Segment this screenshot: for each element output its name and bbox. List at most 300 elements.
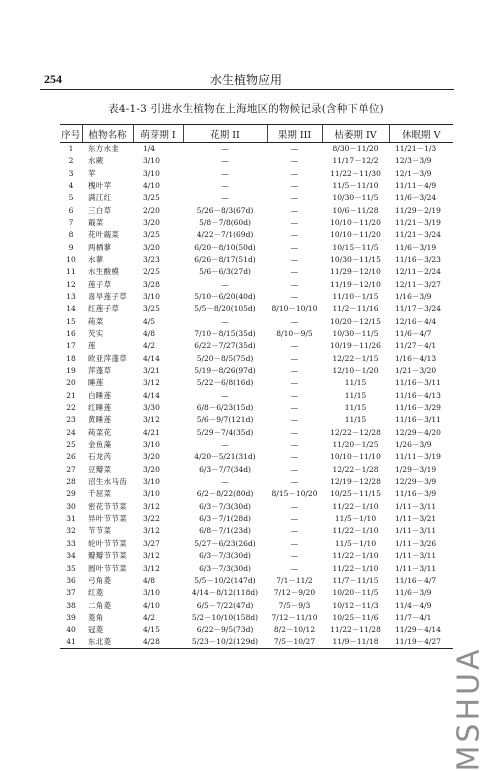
cell-plant-name: 两栖蓼 <box>88 242 112 252</box>
table-row <box>60 143 453 156</box>
cell-flowering: 5/23－10/2(129d) <box>183 636 267 649</box>
cell-sprouting: 2/25 <box>143 267 160 277</box>
cell-wilting: 11/17－12/2 <box>332 156 379 166</box>
cell-fruiting: — <box>290 341 299 351</box>
table-row <box>60 624 453 636</box>
cell-no: 18 <box>66 353 76 363</box>
cell-fruiting: — <box>290 551 299 561</box>
cell-dormancy: 11/16－4/7 <box>395 575 437 585</box>
cell-dormancy: 1/11－3/26 <box>395 538 437 548</box>
cell-flowering: — <box>221 180 229 190</box>
cell-no: 7 <box>68 217 74 227</box>
cell-fruiting: 7/1－11/2 <box>276 575 313 585</box>
cell-no: 16 <box>66 328 76 338</box>
cell-no: 39 <box>66 612 76 622</box>
cell-no: 8 <box>68 230 74 240</box>
cell-no: 12 <box>66 279 76 289</box>
phenology-table <box>60 124 453 649</box>
cell-fruiting: — <box>290 193 299 203</box>
cell-sprouting: 3/10 <box>143 489 160 499</box>
cell-dormancy: 11/21－1/3 <box>395 144 437 153</box>
cell-fruiting: 8/15－10/20 <box>271 489 318 499</box>
cell-no: 28 <box>66 477 76 487</box>
cell-plant-name: 红睡莲 <box>88 403 112 413</box>
cell-plant-name: 瓣瓣节节菜 <box>88 551 127 561</box>
cell-sprouting: 3/12 <box>143 551 160 561</box>
cell-wilting: 11/7－11/15 <box>332 575 379 585</box>
cell-no: 3 <box>68 168 74 178</box>
cell-no: 35 <box>66 563 76 573</box>
cell-sprouting: 4/2 <box>143 612 156 622</box>
cell-sprouting: 4/28 <box>133 636 183 649</box>
cell-sprouting: 3/27 <box>143 538 160 548</box>
table-row <box>60 229 453 241</box>
cell-no: 40 <box>66 625 76 635</box>
cell-wilting: 8/30－11/20 <box>332 144 379 153</box>
cell-flowering: — <box>221 316 229 326</box>
cell-dormancy: 11/6－3/9 <box>395 588 432 598</box>
cell-wilting: 11/2－11/16 <box>332 304 379 314</box>
cell-plant-name: 白睡莲 <box>88 390 112 400</box>
table-row <box>60 204 453 216</box>
table-row <box>60 192 453 204</box>
cell-wilting: 12/22－12/28 <box>330 427 381 437</box>
cell-wilting: 11/22－11/30 <box>330 168 381 178</box>
cell-fruiting: — <box>290 180 299 190</box>
cell-plant-name: 喜旱莲子草 <box>88 291 127 301</box>
cell-plant-name: 节节菜 <box>88 526 112 536</box>
cell-no: 36 <box>66 575 76 585</box>
cell-wilting: 11/22－11/28 <box>330 625 381 635</box>
cell-plant-name: 芡实 <box>88 328 104 338</box>
cell-flowering: 6/8－7/1(23d) <box>199 526 251 536</box>
cell-plant-name: 苹 <box>88 168 96 178</box>
cell-flowering: 6/3－7/1(28d) <box>199 514 251 524</box>
cell-fruiting: — <box>290 538 299 548</box>
cell-no: 19 <box>66 366 76 376</box>
cell-plant-name: 金鱼藻 <box>88 440 112 450</box>
cell-no: 20 <box>66 378 76 388</box>
cell-sprouting: 4/8 <box>143 575 156 585</box>
cell-sprouting: 3/12 <box>143 526 160 536</box>
cell-wilting: 11/5－1/10 <box>334 514 377 524</box>
cell-sprouting: 3/10 <box>143 291 160 301</box>
cell-plant-name: 红菱 <box>88 588 104 598</box>
table-row <box>60 390 453 402</box>
table-row <box>60 525 453 537</box>
cell-fruiting: — <box>290 316 299 326</box>
table-row <box>60 612 453 624</box>
cell-wilting: 11/29－12/10 <box>330 267 381 277</box>
cell-no: 34 <box>66 551 76 561</box>
cell-fruiting: — <box>290 563 299 573</box>
cell-fruiting: 7/5－10/27 <box>267 636 322 649</box>
cell-plant-name: 欧亚萍蓬草 <box>88 353 127 363</box>
cell-fruiting: — <box>290 514 299 524</box>
cell-wilting: 11/9－11/18 <box>322 636 389 649</box>
table-row <box>60 377 453 389</box>
cell-flowering: — <box>221 390 229 400</box>
cell-wilting: 10/25－11/15 <box>330 489 381 499</box>
cell-wilting: 11/19－12/10 <box>330 279 381 289</box>
cell-wilting: 10/30－11/5 <box>332 193 379 203</box>
cell-sprouting: 3/25 <box>143 193 160 203</box>
col-header-sprouting: 萌芽期 I <box>133 125 183 143</box>
table-row <box>60 599 453 611</box>
table-row <box>60 278 453 290</box>
cell-dormancy: 1/29－3/19 <box>395 464 437 474</box>
cell-fruiting: — <box>290 144 299 153</box>
cell-fruiting: — <box>290 415 299 425</box>
cell-no: 29 <box>66 489 76 499</box>
cell-sprouting: 3/22 <box>143 514 160 524</box>
cell-flowering: 5/27－6/23(26d) <box>194 538 256 548</box>
cell-sprouting: 3/28 <box>143 279 160 289</box>
cell-fruiting: — <box>290 366 299 376</box>
cell-flowering: 6/8－6/23(15d) <box>196 403 254 413</box>
cell-flowering: 6/22－7/27(35d) <box>194 341 256 351</box>
cell-flowering: 5/8－7/8(60d) <box>199 217 251 227</box>
cell-sprouting: 3/20 <box>143 242 160 252</box>
page-number: 254 <box>44 72 62 86</box>
cell-fruiting: 7/12－11/10 <box>271 612 318 622</box>
cell-flowering: 5/26－8/3(67d) <box>196 205 254 215</box>
table-row <box>60 402 453 414</box>
table-row <box>60 167 453 179</box>
cell-flowering: 5/5－8/20(105d) <box>194 304 256 314</box>
cell-sprouting: 3/10 <box>143 588 160 598</box>
cell-dormancy: 11/21－3/19 <box>395 217 441 227</box>
table-row <box>60 562 453 574</box>
cell-sprouting: 4/8 <box>143 328 156 338</box>
cell-sprouting: 4/21 <box>143 427 160 437</box>
cell-sprouting: 3/20 <box>143 452 160 462</box>
cell-dormancy: 11/11－3/19 <box>395 452 441 462</box>
cell-sprouting: 3/12 <box>143 415 160 425</box>
cell-dormancy: 12/11－3/27 <box>395 279 441 289</box>
cell-plant-name: 轮叶节节菜 <box>88 538 127 548</box>
cell-flowering: 5/29－7/4(35d) <box>196 427 254 437</box>
cell-plant-name: 圆叶节节菜 <box>88 563 127 573</box>
cell-wilting: 10/30－11/15 <box>330 254 381 264</box>
cell-flowering: — <box>221 144 229 153</box>
cell-no: 31 <box>66 514 76 524</box>
cell-no: 32 <box>66 526 76 536</box>
cell-no: 4 <box>68 180 74 190</box>
cell-sprouting: 3/25 <box>143 230 160 240</box>
cell-fruiting: — <box>290 217 299 227</box>
cell-flowering: 5/19－8/26(97d) <box>194 366 256 376</box>
cell-sprouting: 3/12 <box>143 563 160 573</box>
cell-fruiting: — <box>290 464 299 474</box>
cell-sprouting: 3/10 <box>143 477 160 487</box>
cell-plant-name: 黄睡莲 <box>88 415 112 425</box>
cell-wilting: 10/10－11/20 <box>330 217 381 227</box>
table-body <box>60 143 453 649</box>
cell-dormancy: 11/16－4/13 <box>395 390 441 400</box>
cell-flowering: — <box>221 477 229 487</box>
cell-no: 10 <box>66 254 76 264</box>
col-header-flowering: 花期 II <box>183 125 267 143</box>
cell-fruiting: — <box>290 279 299 289</box>
cell-fruiting: — <box>290 353 299 363</box>
cell-plant-name: 弓角菱 <box>88 575 112 585</box>
cell-wilting: 11/15 <box>344 415 367 425</box>
cell-plant-name: 莼菜花 <box>88 427 112 437</box>
cell-sprouting: 3/10 <box>143 168 160 178</box>
cell-flowering: 5/5－10/2(147d) <box>194 575 256 585</box>
cell-wilting: 10/12－11/3 <box>332 600 379 610</box>
cell-flowering: 5/20－8/5(75d) <box>196 353 254 363</box>
cell-wilting: 11/22－1/10 <box>332 563 379 573</box>
cell-fruiting: — <box>290 230 299 240</box>
cell-plant-name: 莲子草 <box>88 279 112 289</box>
cell-wilting: 10/30－11/5 <box>332 328 379 338</box>
cell-dormancy: 11/16－3/11 <box>395 415 441 425</box>
cell-wilting: 11/15 <box>344 378 367 388</box>
table-row <box>60 155 453 167</box>
cell-fruiting: — <box>290 254 299 264</box>
cell-sprouting: 4/14 <box>143 390 160 400</box>
cell-no: 26 <box>66 452 76 462</box>
cell-wilting: 12/22－1/28 <box>332 464 379 474</box>
cell-wilting: 10/20－11/5 <box>332 588 379 598</box>
cell-flowering: 6/2－8/22(80d) <box>196 489 254 499</box>
cell-dormancy: 12/3－3/9 <box>395 156 432 166</box>
cell-no: 41 <box>60 636 82 649</box>
cell-dormancy: 11/6－4/7 <box>395 328 432 338</box>
cell-sprouting: 3/10 <box>143 156 160 166</box>
cell-wilting: 11/10－1/15 <box>332 291 379 301</box>
cell-fruiting: — <box>290 390 299 400</box>
cell-wilting: 10/20－12/15 <box>330 316 381 326</box>
header-rule <box>40 89 454 90</box>
col-header-no: 序号 <box>60 125 82 143</box>
cell-no: 22 <box>66 403 76 413</box>
cell-plant-name: 东北菱 <box>82 636 133 649</box>
cell-dormancy: 11/27－4/1 <box>395 341 437 351</box>
table-row <box>60 340 453 352</box>
table-row <box>60 451 453 463</box>
cell-plant-name: 莼菜 <box>88 316 104 326</box>
cell-dormancy: 11/16－3/29 <box>395 403 441 413</box>
cell-plant-name: 萍蓬草 <box>88 366 112 376</box>
cell-wilting: 11/5－1/10 <box>334 538 377 548</box>
cell-plant-name: 槐叶苹 <box>88 180 112 190</box>
cell-wilting: 12/19－12/28 <box>330 477 381 487</box>
cell-flowering: — <box>221 156 229 166</box>
table-row <box>60 365 453 377</box>
cell-dormancy: 11/19－4/27 <box>389 636 453 649</box>
cell-flowering: 6/3－7/3(30d) <box>199 563 251 573</box>
cell-fruiting: — <box>290 156 299 166</box>
cell-plant-name: 异叶节节菜 <box>88 514 127 524</box>
cell-no: 1 <box>68 144 74 153</box>
cell-flowering: 5/2－10/10(158d) <box>191 612 259 622</box>
cell-no: 2 <box>68 156 74 166</box>
cell-dormancy: 11/21－3/24 <box>395 230 441 240</box>
cell-fruiting: — <box>290 205 299 215</box>
table-row <box>60 538 453 550</box>
cell-flowering: 4/22－7/1(69d) <box>196 230 254 240</box>
cell-sprouting: 3/30 <box>143 403 160 413</box>
cell-fruiting: 7/5－9/3 <box>278 600 311 610</box>
cell-wilting: 10/10－11/10 <box>330 452 381 462</box>
cell-fruiting: — <box>290 452 299 462</box>
cell-plant-name: 睡莲 <box>88 378 104 388</box>
cell-dormancy: 11/4－4/9 <box>395 600 432 610</box>
cell-wilting: 12/22－1/15 <box>332 353 379 363</box>
cell-flowering: 6/3－7/7(34d) <box>199 464 251 474</box>
cell-flowering: — <box>221 440 229 450</box>
running-title: 水生植物应用 <box>209 73 282 87</box>
cell-dormancy: 11/16－3/9 <box>395 489 437 499</box>
cell-no: 15 <box>66 316 76 326</box>
cell-dormancy: 11/29－2/19 <box>395 205 441 215</box>
cell-flowering: 6/26－8/17(51d) <box>194 254 256 264</box>
cell-dormancy: 1/11－3/21 <box>395 514 437 524</box>
cell-sprouting: 3/10 <box>143 440 160 450</box>
cell-fruiting: — <box>290 501 299 511</box>
cell-flowering: — <box>221 279 229 289</box>
table-header-row <box>60 125 453 143</box>
cell-sprouting: 4/10 <box>143 600 160 610</box>
cell-wilting: 12/10－1/20 <box>332 366 379 376</box>
cell-no: 33 <box>66 538 76 548</box>
table-row <box>60 427 453 439</box>
cell-dormancy: 1/21－3/20 <box>395 366 437 376</box>
col-header-wilting: 枯萎期 IV <box>322 125 389 143</box>
cell-dormancy: 11/29－4/14 <box>395 625 441 635</box>
cell-plant-name: 沼生水马齿 <box>88 477 127 487</box>
cell-plant-name: 水蓼 <box>88 254 104 264</box>
cell-wilting: 10/25－11/6 <box>332 612 379 622</box>
cell-no: 27 <box>66 464 76 474</box>
cell-no: 23 <box>66 415 76 425</box>
cell-plant-name: 千屈菜 <box>88 489 112 499</box>
table-row <box>60 476 453 488</box>
cell-flowering: 7/10－8/15(35d) <box>194 328 256 338</box>
table-row <box>60 303 453 315</box>
cell-sprouting: 3/25 <box>143 304 160 314</box>
cell-dormancy: 12/1－3/9 <box>395 168 432 178</box>
cell-wilting: 11/15 <box>344 403 367 413</box>
table-caption: 表4-1-3 引进水生植物在上海地区的物候记录(含种下单位) <box>108 103 384 115</box>
table-row <box>60 254 453 266</box>
cell-sprouting: 3/20 <box>143 464 160 474</box>
col-header-dormancy: 休眠期 V <box>389 125 453 143</box>
cell-dormancy: 12/16－4/4 <box>395 316 437 326</box>
cell-dormancy: 1/16－4/13 <box>395 353 437 363</box>
cell-no: 17 <box>66 341 76 351</box>
watermark: MSHUA <box>451 646 487 771</box>
table-row <box>60 291 453 303</box>
cell-plant-name: 花叶蕺菜 <box>88 230 120 240</box>
cell-flowering: 4/20－5/21(31d) <box>194 452 256 462</box>
table-row <box>60 575 453 587</box>
cell-sprouting: 4/15 <box>143 625 160 635</box>
cell-wilting: 11/22－1/10 <box>332 501 379 511</box>
cell-plant-name: 水生酸模 <box>88 267 120 277</box>
cell-wilting: 11/22－1/10 <box>332 526 379 536</box>
table-row <box>60 328 453 340</box>
cell-fruiting: — <box>290 526 299 536</box>
cell-sprouting: 3/23 <box>143 254 160 264</box>
cell-plant-name: 豆瓣菜 <box>88 464 112 474</box>
cell-plant-name: 莲 <box>88 341 96 351</box>
cell-dormancy: 1/26－3/9 <box>395 440 432 450</box>
cell-flowering: — <box>221 168 229 178</box>
cell-wilting: 10/19－11/26 <box>330 341 381 351</box>
cell-dormancy: 11/7－4/1 <box>395 612 432 622</box>
table-row <box>60 488 453 500</box>
cell-flowering: 5/6－9/7(121d) <box>196 415 254 425</box>
cell-fruiting: 8/10－10/10 <box>271 304 318 314</box>
cell-sprouting: 3/21 <box>143 366 160 376</box>
cell-fruiting: 8/10－9/5 <box>276 328 313 338</box>
cell-fruiting: 8/2－10/12 <box>273 625 316 635</box>
cell-fruiting: — <box>290 242 299 252</box>
cell-plant-name: 冠菱 <box>88 625 104 635</box>
cell-no: 30 <box>66 501 76 511</box>
cell-fruiting: — <box>290 427 299 437</box>
cell-flowering: 6/5－7/22(47d) <box>196 600 254 610</box>
cell-flowering: 5/10－6/20(40d) <box>194 291 256 301</box>
cell-no: 5 <box>68 193 74 203</box>
table-row <box>60 550 453 562</box>
cell-fruiting: — <box>290 403 299 413</box>
cell-no: 38 <box>66 600 76 610</box>
cell-sprouting: 3/12 <box>143 501 160 511</box>
cell-dormancy: 11/6－3/19 <box>395 242 437 252</box>
cell-no: 37 <box>66 588 76 598</box>
cell-wilting: 10/6－11/28 <box>332 205 379 215</box>
cell-no: 24 <box>66 427 76 437</box>
cell-dormancy: 1/11－3/11 <box>395 563 437 573</box>
cell-plant-name: 东方水韭 <box>88 144 120 153</box>
cell-dormancy: 12/11－2/24 <box>395 267 441 277</box>
cell-dormancy: 1/11－3/11 <box>395 501 437 511</box>
cell-fruiting: — <box>290 291 299 301</box>
cell-no: 14 <box>66 304 76 314</box>
cell-sprouting: 1/4 <box>143 144 156 153</box>
cell-flowering: 6/22－9/5(73d) <box>196 625 254 635</box>
table-row <box>60 464 453 476</box>
cell-flowering: 4/14－8/12(118d) <box>191 588 259 598</box>
cell-flowering: — <box>221 193 229 203</box>
table-row <box>60 439 453 451</box>
cell-flowering: 6/3－7/3(30d) <box>199 501 251 511</box>
cell-no: 21 <box>66 390 76 400</box>
cell-fruiting: — <box>290 440 299 450</box>
cell-dormancy: 11/6－3/24 <box>395 193 437 203</box>
cell-flowering: 5/22－6/8(16d) <box>196 378 254 388</box>
table-row <box>60 241 453 253</box>
cell-no: 6 <box>68 205 74 215</box>
cell-wilting: 11/15 <box>344 390 367 400</box>
cell-plant-name: 水蕨 <box>88 156 104 166</box>
col-header-name: 植物名称 <box>82 125 133 143</box>
cell-fruiting: — <box>290 378 299 388</box>
table-row <box>60 636 453 649</box>
cell-dormancy: 12/29－3/9 <box>395 477 437 487</box>
cell-sprouting: 4/10 <box>143 180 160 190</box>
cell-fruiting: 7/12－9/20 <box>273 588 316 598</box>
table-row <box>60 587 453 599</box>
cell-dormancy: 11/16－3/23 <box>395 254 441 264</box>
cell-plant-name: 红莲子草 <box>88 304 120 314</box>
cell-sprouting: 4/5 <box>143 316 156 326</box>
